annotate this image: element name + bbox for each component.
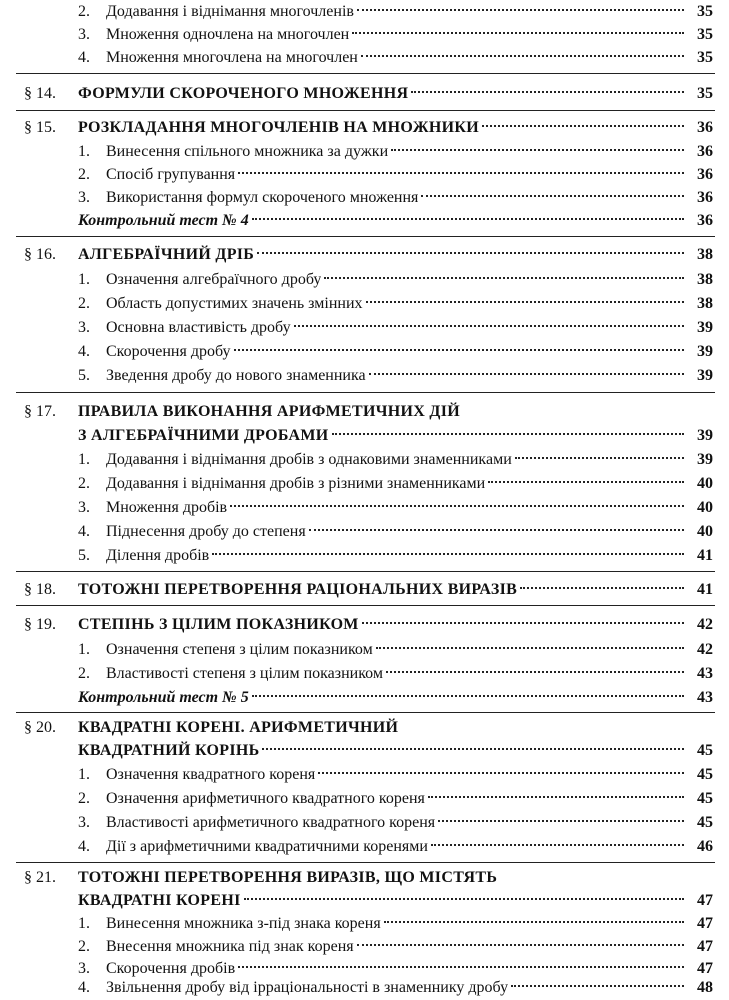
item-number: 3. [78, 960, 90, 977]
page-number: 35 [697, 49, 713, 66]
page-number: 35 [697, 85, 713, 102]
toc-section-20-line1[interactable] [24, 716, 713, 740]
item-title: Додавання і віднімання дробів з різними знаменниками [106, 475, 486, 492]
dot-leader [238, 966, 684, 968]
page-number: 35 [697, 26, 713, 43]
toc-item[interactable] [78, 472, 713, 496]
item-title: Додавання і віднімання многочленів [106, 3, 354, 20]
item-number: 2. [78, 938, 90, 955]
item-number: 2. [78, 665, 90, 682]
page-number: 47 [697, 960, 713, 977]
page-number: 36 [697, 189, 713, 206]
toc-item[interactable] [78, 935, 713, 959]
page-number: 45 [697, 790, 713, 807]
toc-section-15[interactable] [24, 116, 713, 140]
item-number: 4. [78, 523, 90, 540]
page-number: 35 [697, 3, 713, 20]
item-number: 3. [78, 499, 90, 516]
section-divider [16, 110, 715, 111]
dot-leader [376, 647, 684, 649]
toc-section-19[interactable] [24, 613, 713, 637]
test-title: Контрольний тест № 5 [78, 689, 249, 706]
toc-item[interactable] [78, 316, 713, 340]
item-number: 3. [78, 189, 90, 206]
dot-leader [352, 32, 684, 34]
item-number: 5. [78, 547, 90, 564]
dot-leader [428, 796, 684, 798]
toc-item[interactable] [78, 638, 713, 662]
section-title-continued: КВАДРАТНИЙ КОРІНЬ [78, 742, 260, 759]
dot-leader [257, 252, 684, 254]
page-number: 47 [697, 938, 713, 955]
toc-test[interactable] [78, 686, 713, 710]
page-number: 45 [697, 814, 713, 831]
item-number: 4. [78, 979, 90, 996]
item-title: Спосіб групування [106, 166, 236, 183]
item-title: Означення квадратного кореня [106, 766, 316, 783]
section-title-continued: З АЛГЕБРАЇЧНИМИ ДРОБАМИ [78, 427, 329, 444]
page-number: 36 [697, 166, 713, 183]
page-number: 45 [697, 742, 713, 759]
page-number: 40 [697, 523, 713, 540]
toc-item[interactable] [78, 186, 713, 210]
item-title: Винесення спільного множника за дужки [106, 143, 389, 160]
section-title: ПРАВИЛА ВИКОНАННЯ АРИФМЕТИЧНИХ ДІЙ [78, 403, 461, 420]
toc-section-21-line2[interactable] [78, 889, 713, 913]
dot-leader [366, 301, 684, 303]
item-title: Ділення дробів [106, 547, 210, 564]
page-number: 46 [697, 838, 713, 855]
item-title: Означення арифметичного квадратного кореня [106, 790, 425, 807]
item-title: Скорочення дробів [106, 960, 236, 977]
item-number: 2. [78, 295, 90, 312]
toc-item[interactable] [78, 340, 713, 364]
section-title: ТОТОЖНІ ПЕРЕТВОРЕННЯ ВИРАЗІВ, ЩО МІСТЯТЬ [78, 869, 498, 886]
dot-leader [384, 921, 684, 923]
dot-leader [421, 195, 684, 197]
item-title: Основна властивість дробу [106, 319, 291, 336]
dot-leader [294, 325, 684, 327]
page-number: 38 [697, 246, 713, 263]
dot-leader [318, 772, 684, 774]
page-number: 36 [697, 143, 713, 160]
dot-leader [357, 9, 684, 11]
toc-item[interactable] [78, 976, 713, 1000]
toc-section-16[interactable] [24, 243, 713, 267]
item-number: 2. [78, 790, 90, 807]
item-number: 4. [78, 49, 90, 66]
toc-item[interactable] [78, 163, 713, 187]
section-title: ТОТОЖНІ ПЕРЕТВОРЕННЯ РАЦІОНАЛЬНИХ ВИРАЗІВ [78, 581, 518, 598]
dot-leader [212, 553, 684, 555]
section-number: § 16. [24, 246, 56, 263]
item-title: Скорочення дробу [106, 343, 231, 360]
dot-leader [324, 277, 684, 279]
dot-leader [391, 149, 684, 151]
item-number: 3. [78, 26, 90, 43]
item-title: Множення одночлена на многочлен [106, 26, 350, 43]
page-number: 36 [697, 119, 713, 136]
item-title: Зведення дробу до нового знаменника [106, 367, 366, 384]
page-number: 36 [697, 212, 713, 229]
item-number: 3. [78, 319, 90, 336]
item-number: 2. [78, 3, 90, 20]
page-number: 43 [697, 665, 713, 682]
dot-leader [230, 505, 684, 507]
page-number: 39 [697, 319, 713, 336]
section-title: РОЗКЛАДАННЯ МНОГОЧЛЕНІВ НА МНОЖНИКИ [78, 119, 480, 136]
dot-leader [520, 587, 684, 589]
toc-item[interactable] [78, 763, 713, 787]
dot-leader [262, 748, 684, 750]
dot-leader [362, 622, 684, 624]
item-title: Використання формул скороченого множення [106, 189, 419, 206]
item-title: Звільнення дробу від ірраціональності в знаменнику дробу [106, 979, 509, 996]
dot-leader [482, 125, 684, 127]
item-number: 1. [78, 766, 90, 783]
toc-item[interactable] [78, 268, 713, 292]
toc-item[interactable] [78, 46, 713, 70]
toc-section-18[interactable] [24, 578, 713, 602]
dot-leader [515, 457, 684, 459]
section-number: § 18. [24, 581, 56, 598]
page-number: 48 [697, 979, 713, 996]
item-title: Множення дробів [106, 499, 228, 516]
dot-leader [332, 433, 684, 435]
item-title: Множення многочлена на многочлен [106, 49, 358, 66]
page-number: 45 [697, 766, 713, 783]
page-number: 39 [697, 427, 713, 444]
item-title: Властивості арифметичного квадратного кореня [106, 814, 436, 831]
toc-item[interactable] [78, 912, 713, 936]
dot-leader [357, 944, 684, 946]
page-number: 41 [697, 581, 713, 598]
section-divider [16, 571, 715, 572]
section-number: § 21. [24, 869, 56, 886]
dot-leader [488, 481, 684, 483]
item-title: Означення алгебраїчного дробу [106, 271, 322, 288]
item-number: 2. [78, 166, 90, 183]
toc-item[interactable] [78, 292, 713, 316]
dot-leader [238, 172, 684, 174]
item-title: Дії з арифметичними квадратичними коренями [106, 838, 428, 855]
test-title: Контрольний тест № 4 [78, 212, 249, 229]
dot-leader [252, 218, 684, 220]
section-divider [16, 73, 715, 74]
page-number: 47 [697, 892, 713, 909]
item-number: 1. [78, 271, 90, 288]
page-number: 43 [697, 689, 713, 706]
item-title: Властивості степеня з цілим показником [106, 665, 383, 682]
page-number: 39 [697, 343, 713, 360]
toc-section-21-line1[interactable] [24, 866, 713, 890]
item-number: 1. [78, 641, 90, 658]
toc-item[interactable] [78, 520, 713, 544]
section-number: § 17. [24, 403, 56, 420]
toc-item[interactable] [78, 364, 713, 388]
page-number: 40 [697, 475, 713, 492]
toc-item[interactable] [78, 140, 713, 164]
section-number: § 14. [24, 85, 56, 102]
dot-leader [361, 55, 684, 57]
item-title: Винесення множника з-під знака кореня [106, 915, 381, 932]
page-number: 47 [697, 915, 713, 932]
toc-section-14[interactable] [24, 82, 713, 106]
item-number: 2. [78, 475, 90, 492]
section-number: § 19. [24, 616, 56, 633]
section-title: СТЕПІНЬ З ЦІЛИМ ПОКАЗНИКОМ [78, 616, 359, 633]
toc-item[interactable] [78, 787, 713, 811]
toc-item[interactable] [78, 662, 713, 686]
toc-item[interactable] [78, 448, 713, 472]
dot-leader [411, 91, 684, 93]
toc-item[interactable] [78, 544, 713, 568]
dot-leader [244, 898, 684, 900]
toc-item[interactable] [78, 23, 713, 47]
item-title: Піднесення дробу до степеня [106, 523, 306, 540]
dot-leader [309, 529, 684, 531]
item-number: 4. [78, 838, 90, 855]
toc-item[interactable] [78, 0, 713, 24]
page-number: 38 [697, 271, 713, 288]
toc-section-17-line1[interactable] [24, 400, 713, 424]
dot-leader [438, 820, 684, 822]
item-number: 4. [78, 343, 90, 360]
item-title: Внесення множника під знак кореня [106, 938, 354, 955]
section-divider [16, 392, 715, 393]
page-number: 39 [697, 451, 713, 468]
dot-leader [369, 373, 684, 375]
section-divider [16, 605, 715, 606]
dot-leader [511, 985, 684, 987]
item-number: 5. [78, 367, 90, 384]
page-number: 41 [697, 547, 713, 564]
item-title: Означення степеня з цілим показником [106, 641, 373, 658]
toc-item[interactable] [78, 496, 713, 520]
section-number: § 20. [24, 719, 56, 736]
item-title: Область допустимих значень змінних [106, 295, 363, 312]
item-title: Додавання і віднімання дробів з однаковими знаменниками [106, 451, 512, 468]
dot-leader [234, 349, 684, 351]
section-divider [16, 862, 715, 863]
toc-item[interactable] [78, 811, 713, 835]
item-number: 1. [78, 143, 90, 160]
toc-item[interactable] [78, 835, 713, 859]
section-title: КВАДРАТНІ КОРЕНІ. АРИФМЕТИЧНИЙ [78, 719, 399, 736]
toc-section-20-line2[interactable] [78, 739, 713, 763]
section-number: § 15. [24, 119, 56, 136]
page-number: 39 [697, 367, 713, 384]
section-divider [16, 236, 715, 237]
page-number: 38 [697, 295, 713, 312]
item-number: 1. [78, 915, 90, 932]
item-number: 1. [78, 451, 90, 468]
toc-test[interactable] [78, 209, 713, 233]
page-number: 40 [697, 499, 713, 516]
section-title-continued: КВАДРАТНІ КОРЕНІ [78, 892, 241, 909]
page-number: 42 [697, 616, 713, 633]
dot-leader [386, 671, 684, 673]
toc-section-17-line2[interactable] [78, 424, 713, 448]
dot-leader [252, 695, 684, 697]
section-divider [16, 712, 715, 713]
section-title: ФОРМУЛИ СКОРОЧЕНОГО МНОЖЕННЯ [78, 85, 409, 102]
dot-leader [431, 844, 684, 846]
section-title: АЛГЕБРАЇЧНИЙ ДРІБ [78, 246, 255, 263]
item-number: 3. [78, 814, 90, 831]
page-number: 42 [697, 641, 713, 658]
